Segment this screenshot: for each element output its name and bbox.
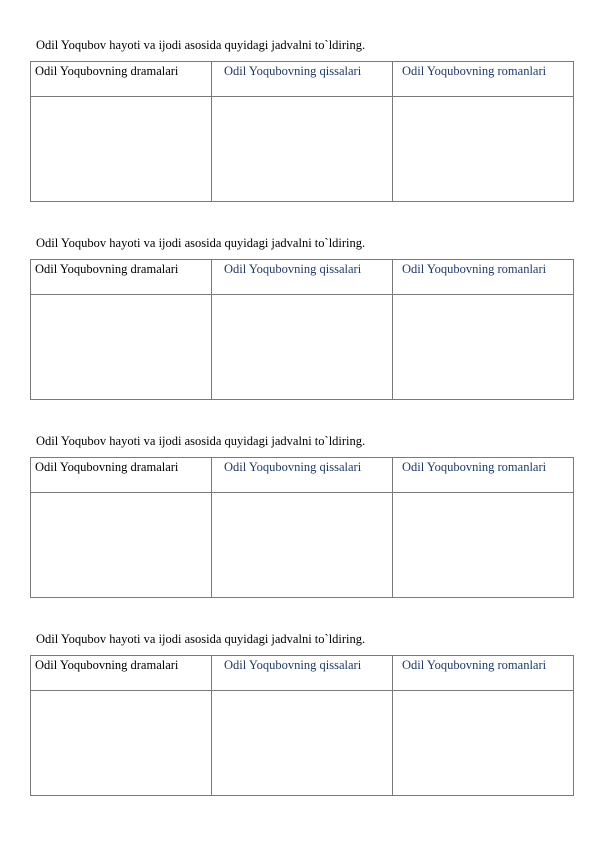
header-romanlari: Odil Yoqubovning romanlari <box>393 62 574 97</box>
header-romanlari: Odil Yoqubovning romanlari <box>393 260 574 295</box>
table-header-row <box>31 458 574 493</box>
answer-cell-qissalari[interactable] <box>212 493 393 598</box>
instruction-text: Odil Yoqubov hayoti va ijodi asosida quyidagi jadvalni to`ldiring. <box>36 434 366 448</box>
answer-table <box>30 61 574 202</box>
worksheet-3 <box>30 433 573 598</box>
worksheet-2 <box>30 235 573 400</box>
table-answer-row <box>31 493 574 598</box>
table-header-row <box>31 656 574 691</box>
table-answer-row <box>31 97 574 202</box>
instruction-text: Odil Yoqubov hayoti va ijodi asosida quyidagi jadvalni to`ldiring. <box>36 236 366 250</box>
answer-table <box>30 655 574 796</box>
answer-cell-dramalari[interactable] <box>31 295 212 400</box>
header-qissalari: Odil Yoqubovning qissalari <box>212 260 393 295</box>
table-answer-row <box>31 295 574 400</box>
header-qissalari: Odil Yoqubovning qissalari <box>212 62 393 97</box>
header-dramalari: Odil Yoqubovning dramalari <box>31 62 212 97</box>
answer-cell-dramalari[interactable] <box>31 97 212 202</box>
header-qissalari: Odil Yoqubovning qissalari <box>212 458 393 493</box>
answer-cell-dramalari[interactable] <box>31 691 212 796</box>
table-answer-row <box>31 691 574 796</box>
answer-table <box>30 259 574 400</box>
answer-cell-qissalari[interactable] <box>212 691 393 796</box>
answer-cell-qissalari[interactable] <box>212 295 393 400</box>
instruction-text: Odil Yoqubov hayoti va ijodi asosida quyidagi jadvalni to`ldiring. <box>36 632 366 646</box>
worksheet-1 <box>30 37 573 202</box>
table-header-row <box>31 260 574 295</box>
answer-cell-romanlari[interactable] <box>393 493 574 598</box>
header-romanlari: Odil Yoqubovning romanlari <box>393 656 574 691</box>
answer-cell-romanlari[interactable] <box>393 295 574 400</box>
header-dramalari: Odil Yoqubovning dramalari <box>31 656 212 691</box>
worksheet-4 <box>30 631 573 796</box>
answer-cell-qissalari[interactable] <box>212 97 393 202</box>
answer-table <box>30 457 574 598</box>
header-dramalari: Odil Yoqubovning dramalari <box>31 260 212 295</box>
table-header-row <box>31 62 574 97</box>
header-qissalari: Odil Yoqubovning qissalari <box>212 656 393 691</box>
answer-cell-romanlari[interactable] <box>393 97 574 202</box>
header-romanlari: Odil Yoqubovning romanlari <box>393 458 574 493</box>
header-dramalari: Odil Yoqubovning dramalari <box>31 458 212 493</box>
answer-cell-dramalari[interactable] <box>31 493 212 598</box>
answer-cell-romanlari[interactable] <box>393 691 574 796</box>
instruction-text: Odil Yoqubov hayoti va ijodi asosida quyidagi jadvalni to`ldiring. <box>36 38 366 52</box>
